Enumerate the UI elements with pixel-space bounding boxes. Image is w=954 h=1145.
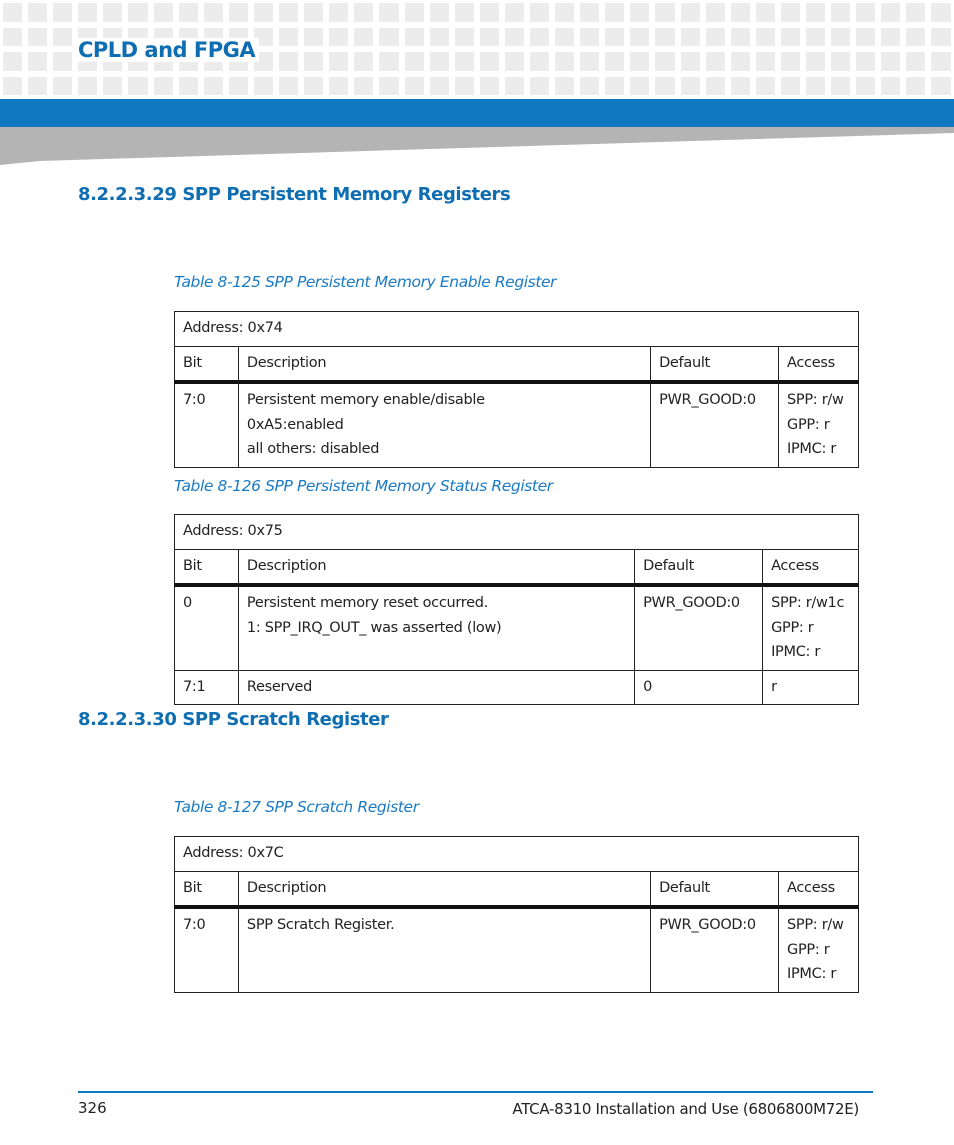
default-cell: 0: [635, 670, 763, 705]
header-pattern-cell: [254, 3, 273, 22]
header-pattern-cell: [53, 28, 72, 47]
header-pattern-cell: [605, 3, 624, 22]
header-pattern-cell: [229, 77, 248, 96]
header-pattern-cell: [831, 77, 850, 96]
header-pattern-cell: [480, 28, 499, 47]
header-pattern-cell: [806, 28, 825, 47]
header-pattern-cell: [530, 77, 549, 96]
header-pattern-cell: [580, 28, 599, 47]
header-pattern-cell: [756, 52, 775, 71]
header-pattern-cell: [681, 77, 700, 96]
access-cell: [763, 585, 859, 670]
description-cell: [238, 382, 650, 467]
header-pattern-cell: [204, 3, 223, 22]
header-pattern-cell: [831, 28, 850, 47]
header-pattern-cell: [3, 28, 22, 47]
header-pattern-cell: [630, 3, 649, 22]
header-pattern-cell: [580, 3, 599, 22]
header-pattern-cell: [405, 3, 424, 22]
column-header-default: Default: [635, 549, 763, 585]
header-pattern-cell: [630, 28, 649, 47]
header-pattern-cell: [78, 77, 97, 96]
table-row: [175, 382, 859, 467]
header-pattern-cell: [304, 28, 323, 47]
header-pattern-cell: [605, 52, 624, 71]
header-pattern-cell: [480, 3, 499, 22]
header-pattern-cell: [455, 77, 474, 96]
header-pattern-cell: [254, 77, 273, 96]
column-header-description: Description: [238, 871, 650, 907]
header-pattern-cell: [580, 52, 599, 71]
table-row: [175, 585, 859, 670]
header-pattern-cell: [681, 28, 700, 47]
header-pattern-cell: [906, 52, 925, 71]
table-caption: Table 8-127 SPP Scratch Register: [174, 798, 419, 816]
header-pattern-cell: [580, 77, 599, 96]
register-table-scratch: [174, 836, 859, 993]
access-line: SPP: r/w: [787, 917, 844, 933]
header-pattern-cell: [505, 77, 524, 96]
description-cell: SPP Scratch Register.: [238, 907, 650, 992]
description-line: 0xA5:enabled: [246, 416, 344, 433]
header-pattern-cell: [304, 52, 323, 71]
bit-cell: 7:1: [175, 670, 239, 705]
bit-cell: 7:0: [175, 382, 239, 467]
access-cell: [779, 907, 859, 992]
header-pattern-cell: [731, 77, 750, 96]
description-line: 1: SPP_IRQ_OUT_ was asserted (low): [246, 619, 502, 636]
header-pattern-cell: [555, 52, 574, 71]
header-blue-bar: [0, 99, 954, 127]
header-pattern-cell: [831, 3, 850, 22]
header-pattern-cell: [630, 52, 649, 71]
header-pattern-cell: [731, 3, 750, 22]
column-header-default: Default: [651, 871, 779, 907]
access-line: SPP: r/w: [787, 392, 844, 408]
header-pattern-cell: [3, 77, 22, 96]
header-pattern-cell: [78, 3, 97, 22]
header-pattern-cell: [179, 77, 198, 96]
header-pattern-cell: [530, 52, 549, 71]
header-pattern-cell: [931, 3, 950, 22]
default-cell: PWR_GOOD:0: [651, 382, 779, 467]
header-pattern-cell: [781, 52, 800, 71]
header-pattern-cell: [329, 28, 348, 47]
header-pattern-cell: [154, 3, 173, 22]
header-pattern-cell: [229, 3, 248, 22]
header-pattern-cell: [881, 28, 900, 47]
header-pattern-cell: [931, 77, 950, 96]
header-pattern-cell: [455, 3, 474, 22]
header-pattern-cell: [204, 77, 223, 96]
header-pattern-cell: [455, 28, 474, 47]
access-line: IPMC: r: [787, 966, 837, 982]
chapter-title: CPLD and FPGA: [78, 38, 259, 62]
table-caption: Table 8-126 SPP Persistent Memory Status Register: [174, 477, 553, 495]
header-pattern-cell: [128, 3, 147, 22]
header-pattern-cell: [354, 52, 373, 71]
table-row: [175, 670, 859, 705]
header-pattern-cell: [430, 28, 449, 47]
header-pattern-cell: [706, 28, 725, 47]
header-pattern-cell: [354, 3, 373, 22]
header-pattern-cell: [53, 3, 72, 22]
default-cell: PWR_GOOD:0: [651, 907, 779, 992]
header-pattern-cell: [379, 3, 398, 22]
header-pattern-cell: [179, 3, 198, 22]
access-line: GPP: r: [771, 619, 814, 636]
header-pattern-cell: [806, 52, 825, 71]
header-pattern-cell: [103, 3, 122, 22]
bit-cell: 0: [175, 585, 239, 670]
register-address: Address: 0x74: [175, 312, 859, 347]
header-pattern-cell: [856, 3, 875, 22]
header-pattern-cell: [906, 28, 925, 47]
header-pattern-cell: [731, 28, 750, 47]
header-pattern-cell: [881, 52, 900, 71]
document-title: ATCA-8310 Installation and Use (6806800M72E): [512, 1100, 859, 1118]
header-pattern-cell: [379, 28, 398, 47]
header-pattern-cell: [28, 28, 47, 47]
header-pattern-cell: [530, 28, 549, 47]
section-heading-scratch: 8.2.2.3.30 SPP Scratch Register: [78, 709, 389, 730]
header-pattern-cell: [304, 3, 323, 22]
description-cell: Reserved: [238, 670, 634, 705]
header-pattern-cell: [455, 52, 474, 71]
header-pattern-cell: [856, 52, 875, 71]
header-pattern-cell: [53, 77, 72, 96]
header-pattern-cell: [405, 77, 424, 96]
header-pattern-cell: [781, 3, 800, 22]
header-pattern-cell: [906, 77, 925, 96]
header-pattern-cell: [505, 52, 524, 71]
table-row: [175, 907, 859, 992]
header-pattern-cell: [3, 3, 22, 22]
footer-rule: [78, 1091, 873, 1093]
register-table-status: [174, 514, 859, 705]
header-pattern-cell: [605, 28, 624, 47]
section-heading-persistent-memory: 8.2.2.3.29 SPP Persistent Memory Registers: [78, 184, 511, 205]
header-pattern-cell: [881, 3, 900, 22]
header-pattern-cell: [128, 77, 147, 96]
header-pattern-cell: [279, 28, 298, 47]
header-pattern-cell: [354, 28, 373, 47]
header-pattern-cell: [706, 52, 725, 71]
header-swoosh: [0, 127, 954, 165]
column-header-bit: Bit: [175, 346, 239, 382]
bit-cell: 7:0: [175, 907, 239, 992]
description-line: Persistent memory enable/disable: [246, 392, 485, 408]
header-pattern-cell: [28, 77, 47, 96]
header-pattern-cell: [831, 52, 850, 71]
header-pattern-cell: [555, 3, 574, 22]
header-pattern-cell: [931, 28, 950, 47]
header-pattern-cell: [480, 52, 499, 71]
header-pattern-cell: [329, 52, 348, 71]
column-header-bit: Bit: [175, 871, 239, 907]
header-pattern-cell: [806, 3, 825, 22]
header-pattern-cell: [881, 77, 900, 96]
description-cell: [238, 585, 634, 670]
header-pattern-cell: [405, 52, 424, 71]
header-pattern-cell: [28, 3, 47, 22]
header-pattern-cell: [555, 77, 574, 96]
header-pattern-cell: [781, 77, 800, 96]
header-pattern-cell: [405, 28, 424, 47]
header-pattern-cell: [655, 52, 674, 71]
header-pattern-cell: [279, 77, 298, 96]
header-pattern-cell: [279, 52, 298, 71]
column-header-access: Access: [779, 871, 859, 907]
header-pattern-cell: [731, 52, 750, 71]
header-pattern-cell: [756, 77, 775, 96]
header-pattern-cell: [53, 52, 72, 71]
column-header-access: Access: [763, 549, 859, 585]
register-table-enable: [174, 311, 859, 468]
header-pattern-cell: [354, 77, 373, 96]
header-pattern-cell: [655, 28, 674, 47]
header-pattern-cell: [329, 3, 348, 22]
header-pattern-cell: [806, 77, 825, 96]
access-cell: [779, 382, 859, 467]
column-header-default: Default: [651, 346, 779, 382]
header-pattern-cell: [430, 77, 449, 96]
header-pattern-cell: [329, 77, 348, 96]
header-pattern-cell: [530, 3, 549, 22]
header-pattern-cell: [430, 3, 449, 22]
access-line: IPMC: r: [787, 441, 837, 457]
header-pattern-cell: [304, 77, 323, 96]
header-pattern-cell: [781, 28, 800, 47]
description-line: Persistent memory reset occurred.: [246, 595, 488, 611]
header-pattern-cell: [154, 77, 173, 96]
access-line: SPP: r/w1c: [771, 595, 845, 611]
header-pattern-cell: [103, 77, 122, 96]
header-pattern-cell: [681, 52, 700, 71]
header-pattern-cell: [430, 52, 449, 71]
header-pattern-cell: [706, 3, 725, 22]
access-line: GPP: r: [787, 941, 830, 958]
table-caption: Table 8-125 SPP Persistent Memory Enable Register: [174, 273, 557, 291]
register-address: Address: 0x7C: [175, 837, 859, 872]
access-line: GPP: r: [787, 416, 830, 433]
header-pattern-cell: [28, 52, 47, 71]
register-address: Address: 0x75: [175, 515, 859, 550]
default-cell: PWR_GOOD:0: [635, 585, 763, 670]
header-pattern-cell: [505, 3, 524, 22]
access-line: IPMC: r: [771, 644, 821, 660]
column-header-description: Description: [238, 549, 634, 585]
header-pattern-cell: [555, 28, 574, 47]
header-pattern-cell: [480, 77, 499, 96]
header-pattern-cell: [756, 28, 775, 47]
header-pattern-cell: [630, 77, 649, 96]
access-cell: r: [763, 670, 859, 705]
header-pattern-cell: [931, 52, 950, 71]
header-pattern-cell: [655, 77, 674, 96]
header-pattern-cell: [3, 52, 22, 71]
header-pattern-cell: [856, 77, 875, 96]
column-header-access: Access: [779, 346, 859, 382]
header-pattern-cell: [655, 3, 674, 22]
page-number: 326: [78, 1099, 107, 1117]
header-pattern-cell: [906, 3, 925, 22]
header-pattern-cell: [856, 28, 875, 47]
description-line: all others: disabled: [246, 441, 380, 457]
header-pattern-cell: [605, 77, 624, 96]
header-pattern-cell: [379, 77, 398, 96]
header-pattern-cell: [681, 3, 700, 22]
column-header-bit: Bit: [175, 549, 239, 585]
column-header-description: Description: [238, 346, 650, 382]
header-pattern-cell: [505, 28, 524, 47]
header-pattern-cell: [706, 77, 725, 96]
header-pattern-cell: [379, 52, 398, 71]
header-pattern-cell: [279, 3, 298, 22]
header-pattern-cell: [756, 3, 775, 22]
